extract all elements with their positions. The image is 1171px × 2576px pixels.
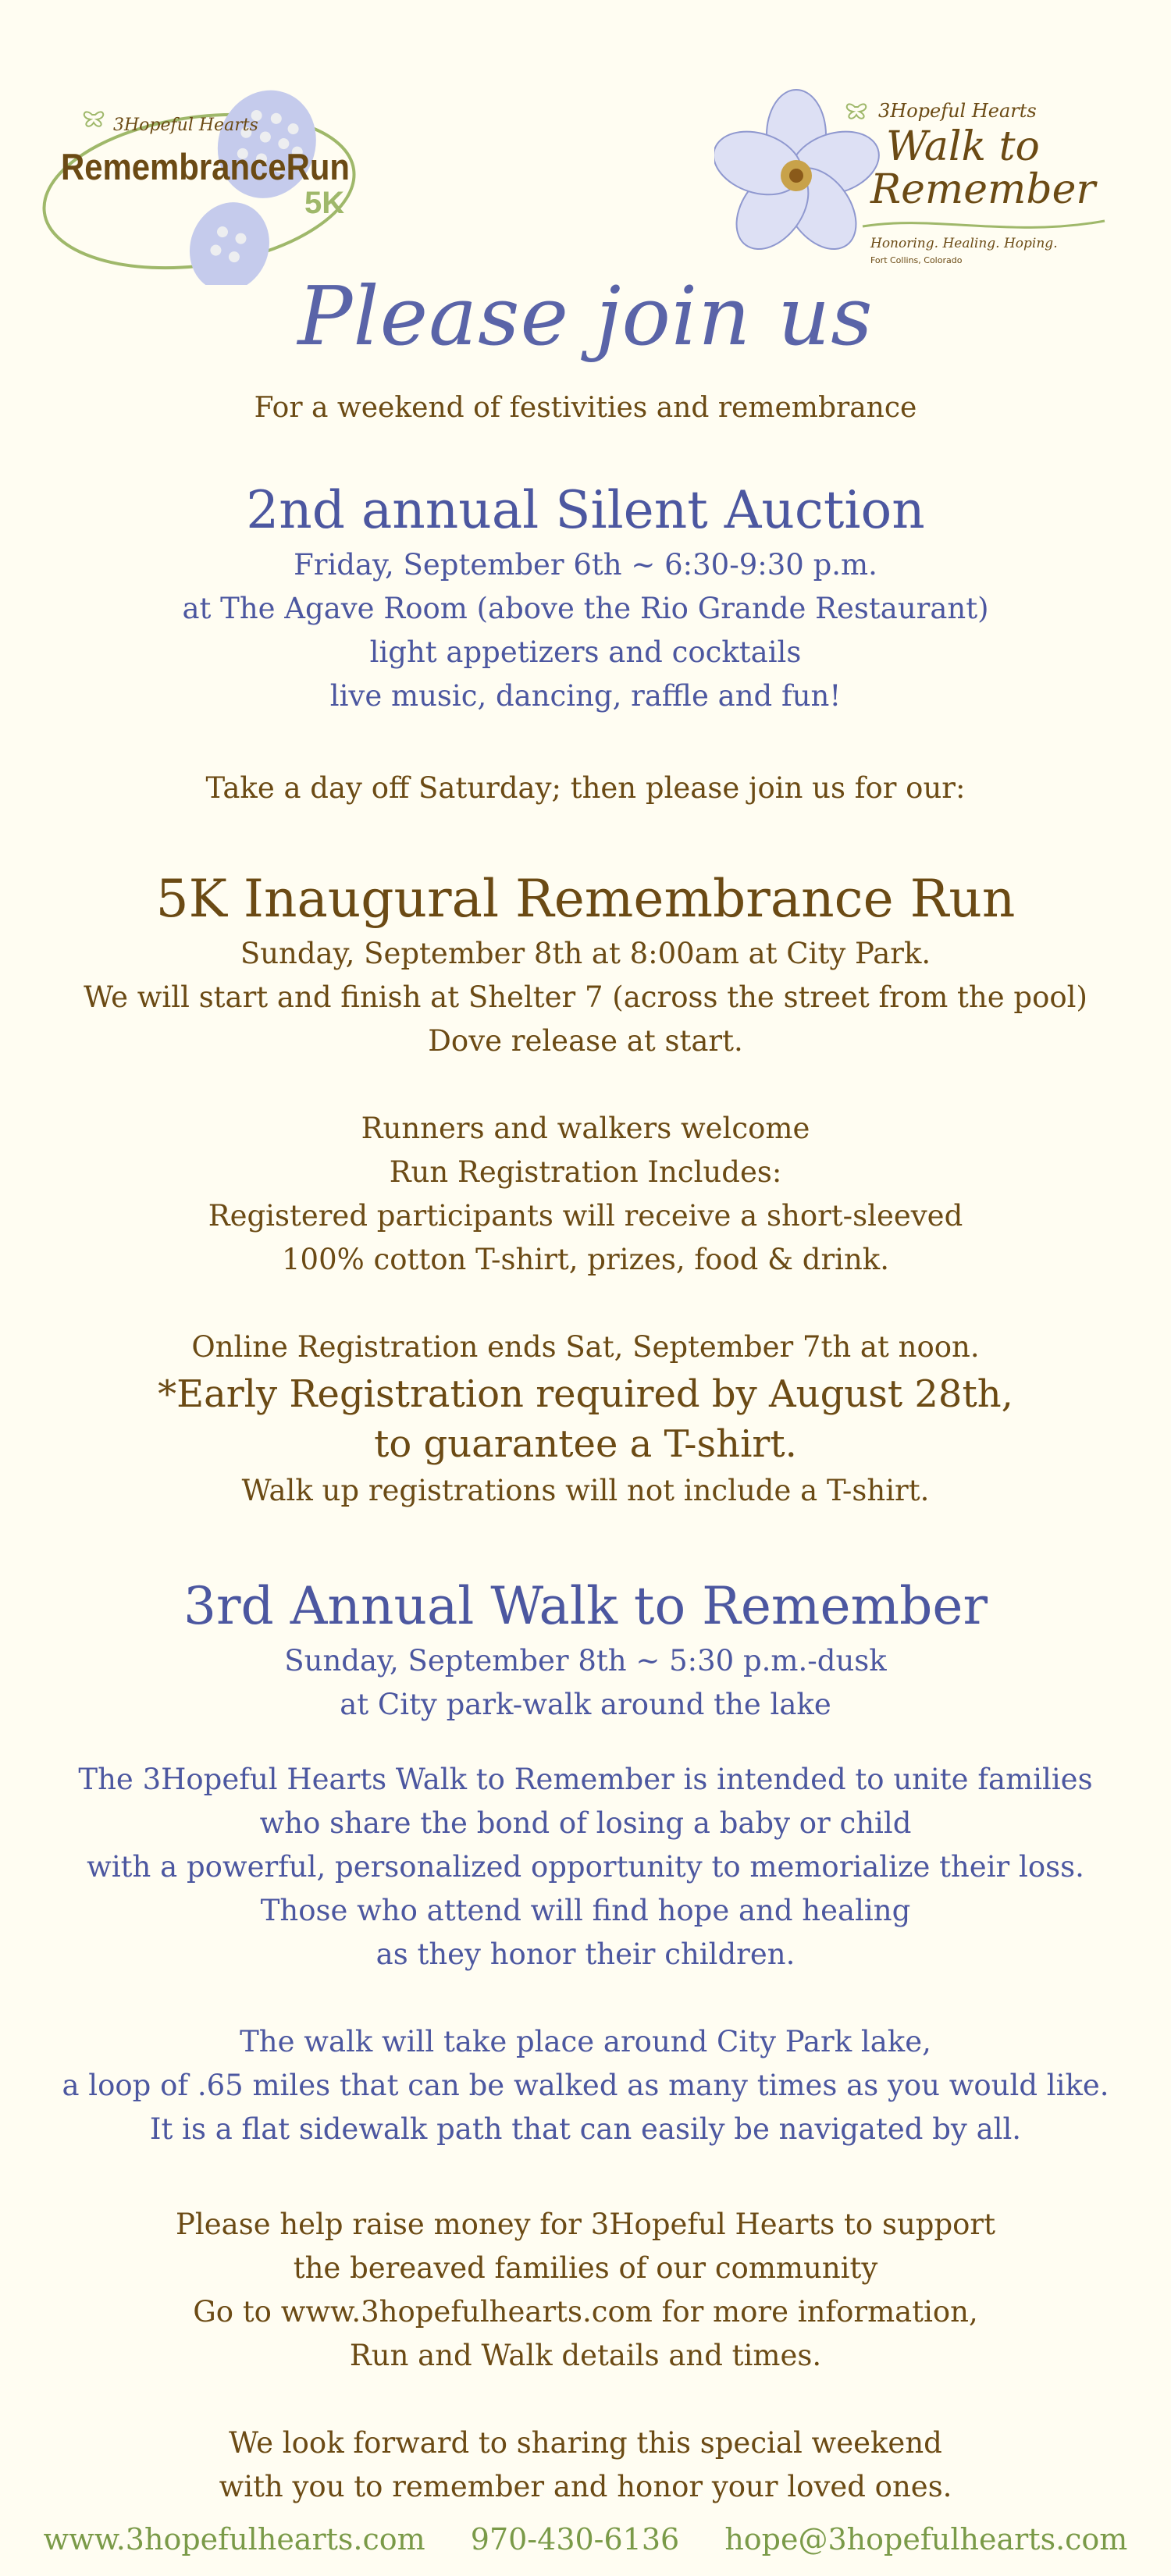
flower-icon [714, 90, 887, 262]
intro-text: For a weekend of festivities and remembrance [254, 392, 917, 424]
walk-about-line: who share the bond of losing a baby or child [259, 1806, 912, 1840]
walk-logo-org: 3Hopeful Hearts [878, 100, 1037, 122]
walk-about-line: Those who attend will find hope and healing [260, 1894, 911, 1927]
footer-phone: 970-430-6136 [470, 2522, 680, 2556]
walk-line: Sunday, September 8th ~ 5:30 p.m.-dusk [284, 1644, 887, 1678]
walk-to-remember-logo [714, 82, 1120, 277]
walk-logo-line1: Walk to [886, 123, 1040, 170]
walk-logo-tagline: Honoring. Healing. Hoping. [870, 236, 1058, 251]
closing-line: We look forward to sharing this special weekend [229, 2426, 942, 2460]
walkup-note: Walk up registrations will not include a T-shirt. [241, 1474, 930, 1507]
auction-line: at The Agave Room (above the Rio Grande Restaurant) [182, 592, 989, 625]
fundraise-line: Go to www.3hopefulhearts.com for more information, [193, 2295, 978, 2329]
saturday-note: Take a day off Saturday; then please join us for our: [205, 771, 966, 805]
online-deadline: Online Registration ends Sat, September 7th at noon. [191, 1330, 980, 1364]
walk-about-line: The 3Hopeful Hearts Walk to Remember is intended to unite families [78, 1763, 1093, 1796]
auction-section [0, 478, 1171, 718]
walk-logo-line2: Remember [870, 166, 1096, 213]
registration-line: Registered participants will receive a short-sleeved [208, 1199, 963, 1233]
remembrance-run-logo [39, 74, 383, 285]
registration-line: Runners and walkers welcome [361, 1112, 810, 1145]
walk-about-line: with a powerful, personalized opportunity to memorialize their loss. [87, 1850, 1084, 1884]
fundraise-line: the bereaved families of our community [293, 2251, 878, 2285]
early-registration-line: *Early Registration required by August 28th, [158, 1372, 1013, 1416]
closing-line: with you to remember and honor your loved ones. [219, 2470, 952, 2503]
registration-line: Run Registration Includes: [389, 1155, 782, 1189]
auction-line: light appetizers and cocktails [369, 635, 802, 669]
run-line: Dove release at start. [428, 1024, 743, 1058]
walk-route-line: It is a flat sidewalk path that can easily be navigated by all. [149, 2112, 1022, 2146]
fundraise-line: Run and Walk details and times. [349, 2339, 822, 2372]
footer-website-link[interactable]: www.3hopefulhearts.com [43, 2522, 425, 2556]
butterfly-icon [847, 104, 866, 118]
registration-line: 100% cotton T-shirt, prizes, food & drink. [282, 1243, 889, 1276]
run-logo-org: 3Hopeful Hearts [113, 116, 258, 135]
early-registration-line: to guarantee a T-shirt. [374, 1422, 797, 1466]
auction-line: live music, dancing, raffle and fun! [329, 679, 842, 713]
walk-route-line: The walk will take place around City Park lake, [240, 2025, 931, 2058]
fundraise-line: Please help raise money for 3Hopeful Hearts to support [176, 2208, 995, 2241]
walk-section [0, 1574, 1171, 2151]
auction-line: Friday, September 6th ~ 6:30-9:30 p.m. [294, 548, 877, 582]
walk-title: 3rd Annual Walk to Remember [183, 1576, 988, 1636]
footer-email-link[interactable]: hope@3hopefulhearts.com [724, 2522, 1128, 2556]
run-section [0, 866, 1171, 1513]
fundraise-section [0, 2203, 1171, 2509]
walk-line: at City park-walk around the lake [340, 1688, 831, 1721]
walk-route-line: a loop of .65 miles that can be walked as many times as you would like. [62, 2069, 1109, 2102]
run-logo-badge: 5K [304, 186, 345, 220]
run-line: We will start and finish at Shelter 7 (across the street from the pool) [84, 980, 1087, 1014]
page-headline: Please join us [297, 269, 874, 364]
run-logo-name: RemembranceRun [61, 146, 350, 187]
contact-footer [0, 2517, 1171, 2561]
run-title: 5K Inaugural Remembrance Run [155, 869, 1016, 929]
walk-about-line: as they honor their children. [376, 1937, 795, 1971]
walk-logo-location: Fort Collins, Colorado [870, 255, 963, 265]
auction-title: 2nd annual Silent Auction [246, 480, 925, 540]
run-line: Sunday, September 8th at 8:00am at City Park. [240, 937, 931, 970]
butterfly-icon [84, 112, 103, 126]
